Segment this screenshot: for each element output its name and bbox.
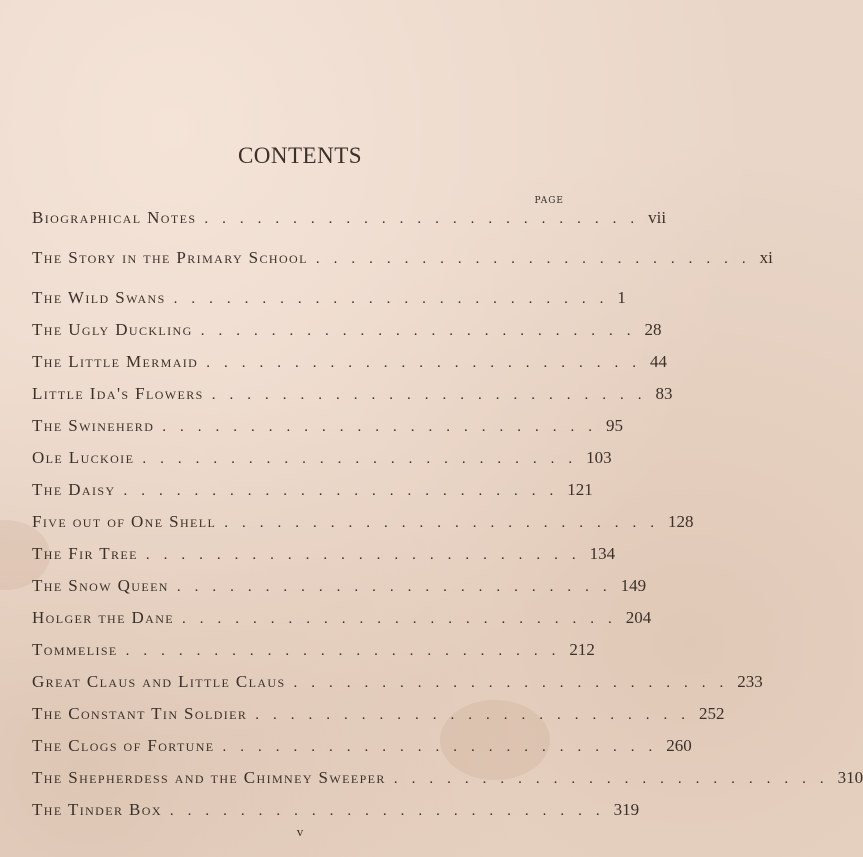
- toc-entry: [32, 544, 616, 572]
- entry-page: 319: [613, 800, 640, 819]
- toc-entry: [32, 640, 595, 668]
- leader-dots: .........................: [169, 803, 614, 819]
- leader-dots: .........................: [176, 579, 621, 595]
- toc-entry: [32, 480, 593, 508]
- entry-page: 134: [589, 544, 616, 563]
- entry-title: Ole Luckoie: [32, 448, 135, 467]
- leader-dots: .........................: [145, 547, 590, 563]
- toc-entry: [32, 768, 863, 796]
- entry-page: 103: [586, 448, 612, 467]
- toc-entry: [32, 704, 725, 732]
- leader-dots: .........................: [162, 419, 607, 435]
- entry-page: 252: [699, 704, 725, 723]
- entry-title: The Story in the Primary School: [32, 248, 308, 267]
- page-column-heading: PAGE: [534, 196, 564, 206]
- toc-entry: [32, 248, 773, 276]
- entry-title: Biographical Notes: [32, 208, 197, 227]
- leader-dots: .........................: [204, 211, 649, 227]
- entry-page: 1: [617, 288, 626, 307]
- toc-entry: [32, 672, 763, 700]
- page-title: CONTENTS: [237, 143, 363, 168]
- entry-page: 128: [667, 512, 694, 531]
- entry-page: 149: [620, 576, 647, 595]
- entry-page: 44: [649, 352, 667, 371]
- toc-entry: [32, 608, 652, 636]
- entry-page: 233: [737, 672, 763, 691]
- entry-title: Holger the Dane: [32, 608, 175, 627]
- entry-title: The Wild Swans: [32, 288, 166, 307]
- leader-dots: .........................: [315, 251, 760, 267]
- leader-dots: .........................: [211, 387, 656, 403]
- toc-entry: [32, 352, 667, 380]
- leader-dots: .........................: [123, 483, 568, 499]
- toc-entry: [32, 736, 692, 764]
- entry-title: The Tinder Box: [32, 800, 162, 819]
- entry-page: 260: [666, 736, 692, 755]
- toc-entry: [32, 208, 667, 236]
- entry-title: The Clogs of Fortune: [32, 736, 215, 755]
- toc-entry: [32, 448, 612, 476]
- entry-page: xi: [759, 248, 773, 267]
- toc-entry: [32, 288, 626, 316]
- leader-dots: .........................: [293, 675, 738, 691]
- entry-title: Great Claus and Little Claus: [32, 672, 286, 691]
- leader-dots: .........................: [206, 355, 650, 371]
- leader-dots: .........................: [182, 611, 626, 627]
- entry-page: 95: [606, 416, 624, 435]
- entry-page: 204: [625, 608, 652, 627]
- entry-title: Five out of One Shell: [32, 512, 217, 531]
- leader-dots: .........................: [222, 739, 667, 755]
- entry-title: The Ugly Duckling: [32, 320, 193, 339]
- leader-dots: .........................: [224, 515, 668, 531]
- entry-title: The Constant Tin Soldier: [32, 704, 248, 723]
- entry-page: 83: [655, 384, 673, 403]
- entry-title: The Shepherdess and the Chimney Sweeper: [32, 768, 386, 787]
- entry-page: 28: [644, 320, 662, 339]
- leader-dots: .........................: [142, 451, 587, 467]
- entry-title: Little Ida's Flowers: [32, 384, 204, 403]
- page-number: v: [296, 824, 304, 839]
- toc-entry: [32, 384, 673, 412]
- entry-title: The Swineherd: [32, 416, 155, 435]
- entry-title: The Snow Queen: [32, 576, 169, 595]
- leader-dots: .........................: [200, 323, 645, 339]
- entry-title: Tommelise: [32, 640, 118, 659]
- leader-dots: .........................: [125, 643, 570, 659]
- toc-entry: [32, 576, 647, 604]
- entry-page: 212: [569, 640, 595, 659]
- toc-entry: [32, 320, 662, 348]
- leader-dots: .........................: [255, 707, 700, 723]
- entry-title: The Daisy: [32, 480, 116, 499]
- leader-dots: .........................: [393, 771, 838, 787]
- toc-entry: [32, 512, 694, 540]
- entry-page: 121: [567, 480, 593, 499]
- entry-page: 310: [837, 768, 863, 787]
- toc-entry: [32, 416, 624, 444]
- entry-title: The Little Mermaid: [32, 352, 199, 371]
- leader-dots: .........................: [173, 291, 618, 307]
- entry-page: vii: [648, 208, 667, 227]
- entry-title: The Fir Tree: [32, 544, 138, 563]
